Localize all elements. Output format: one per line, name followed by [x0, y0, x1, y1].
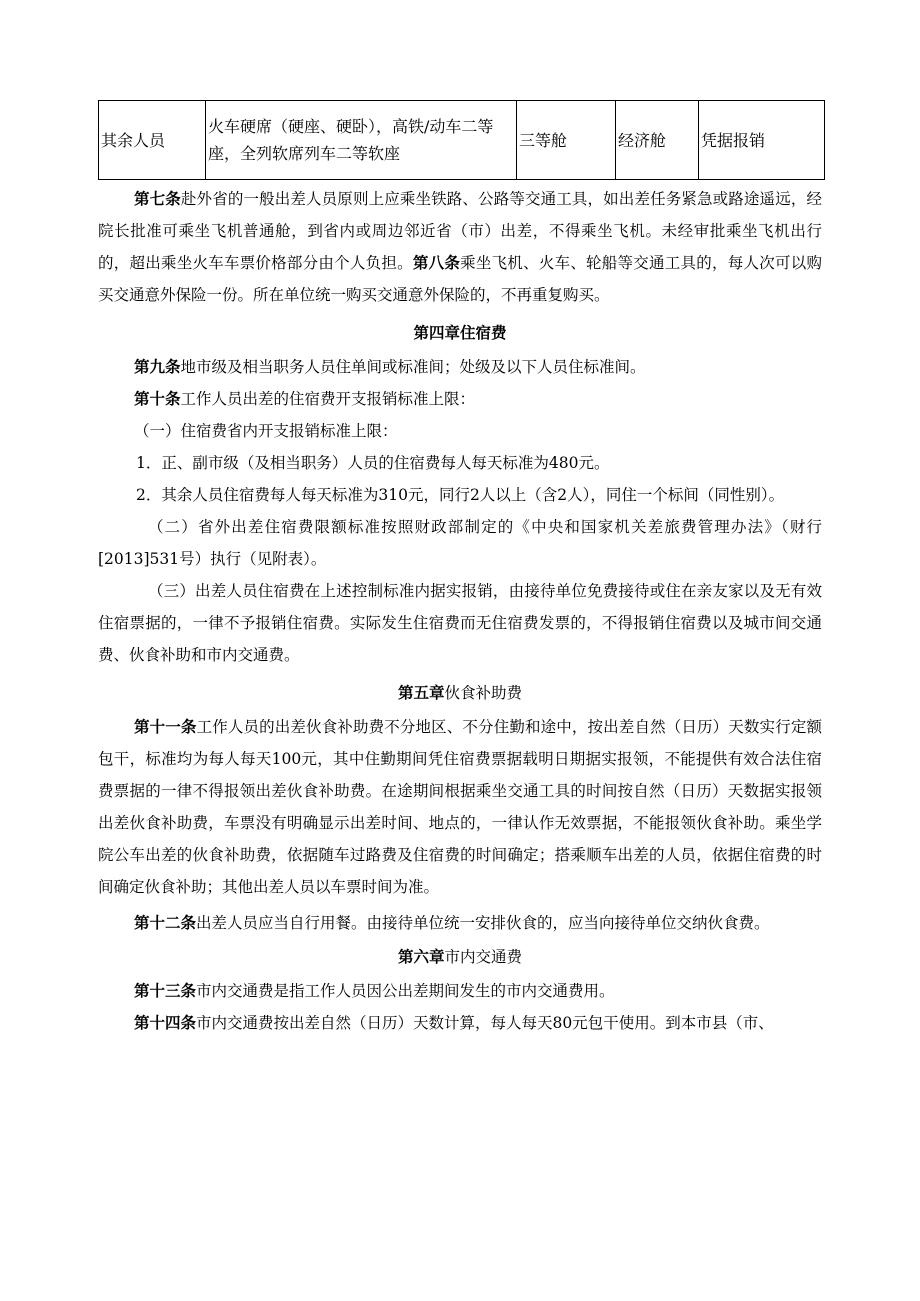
article-12: 第十二条出差人员应当自行用餐。由接待单位统一安排伙食的，应当向接待单位交纳伙食费。 [134, 913, 770, 932]
article-13: 第十三条市内交通费是指工作人员因公出差期间发生的市内交通费用。 [134, 981, 615, 1000]
article-14: 第十四条市内交通费按出差自然（日历）天数计算，每人每天80元包干使用。到本市县（市、 [134, 1013, 774, 1032]
cell-plane: 经济舱 [616, 101, 699, 180]
chapter-6-heading: 第六章市内交通费 [397, 947, 523, 966]
cell-other: 凭据报销 [699, 101, 825, 180]
article-9: 第九条地市级及相当职务人员住单间或标准间；处级及以下人员住标准间。 [134, 357, 646, 376]
item-1: （一）住宿费省内开支报销标准上限： [134, 422, 398, 440]
cell-category: 其余人员 [99, 101, 206, 180]
cell-ship: 三等舱 [517, 101, 616, 180]
article-11: 第十一条工作人员的出差伙食补助费不分地区、不分住勤和途中，按出差自然（日历）天数实行定额包干，标准均为每人每天100元，其中住勤期间凭住宿费票据载明日期据实报领，不能提供有效合法住宿费票据的一律不得报领出差伙食补助费。在途期间根据乘坐交通工具的时间按自然（日历）天数据实报领出差伙食补助费，车票没有明确显示出差时间、地点的，一律认作无效票据，不能报领伙食补助。乘坐学院公车出差的伙食补助费，依据随车过路费及住宿费的时间确定；搭乘顺车出差的人员，依据住宿费的时间确定伙食补助；其他出差人员以车票时间为准。 [98, 717, 822, 896]
chapter-5-heading: 第五章伙食补助费 [397, 683, 523, 702]
article-7-8: 第七条赴外省的一般出差人员原则上应乘坐铁路、公路等交通工具，如出差任务紧急或路途遥远，经院长批准可乘坐飞机普通舱，到省内或周边邻近省（市）出差，不得乘坐飞机。未经审批乘坐飞机出行的，超出乘坐火车车票价格部分由个人负担。第八条乘坐飞机、火车、轮船等交通工具的，每人次可以购买交通意外保险一份。所在单位统一购买交通意外保险的，不再重复购买。 [98, 189, 822, 304]
document-body [98, 183, 822, 1039]
travel-standard-table [98, 100, 825, 180]
table-row [99, 101, 825, 180]
item-3: （三）出差人员住宿费在上述控制标准内据实报销，由接待单位免费接待或住在亲友家以及无有效住宿票据的，一律不予报销住宿费。实际发生住宿费而无住宿费发票的，不得报销住宿费以及城市间交通费、伙食补助和市内交通费。 [98, 582, 822, 664]
item-1-1: 1．正、副市级（及相当职务）人员的住宿费每人每天标准为480元。 [136, 454, 610, 472]
cell-train: 火车硬席（硬座、硬卧），高铁/动车二等座，全列软席列车二等软座 [206, 101, 517, 180]
item-2: （二）省外出差住宿费限额标准按照财政部制定的《中央和国家机关差旅费管理办法》（财行[2013]531号）执行（见附表）。 [98, 518, 822, 568]
chapter-4-heading: 第四章住宿费 [413, 323, 507, 342]
item-1-2: 2．其余人员住宿费每人每天标准为310元，同行2人以上（含2人），同住一个标间（同性别）。 [136, 486, 785, 504]
article-10: 第十条工作人员出差的住宿费开支报销标准上限： [134, 389, 476, 408]
